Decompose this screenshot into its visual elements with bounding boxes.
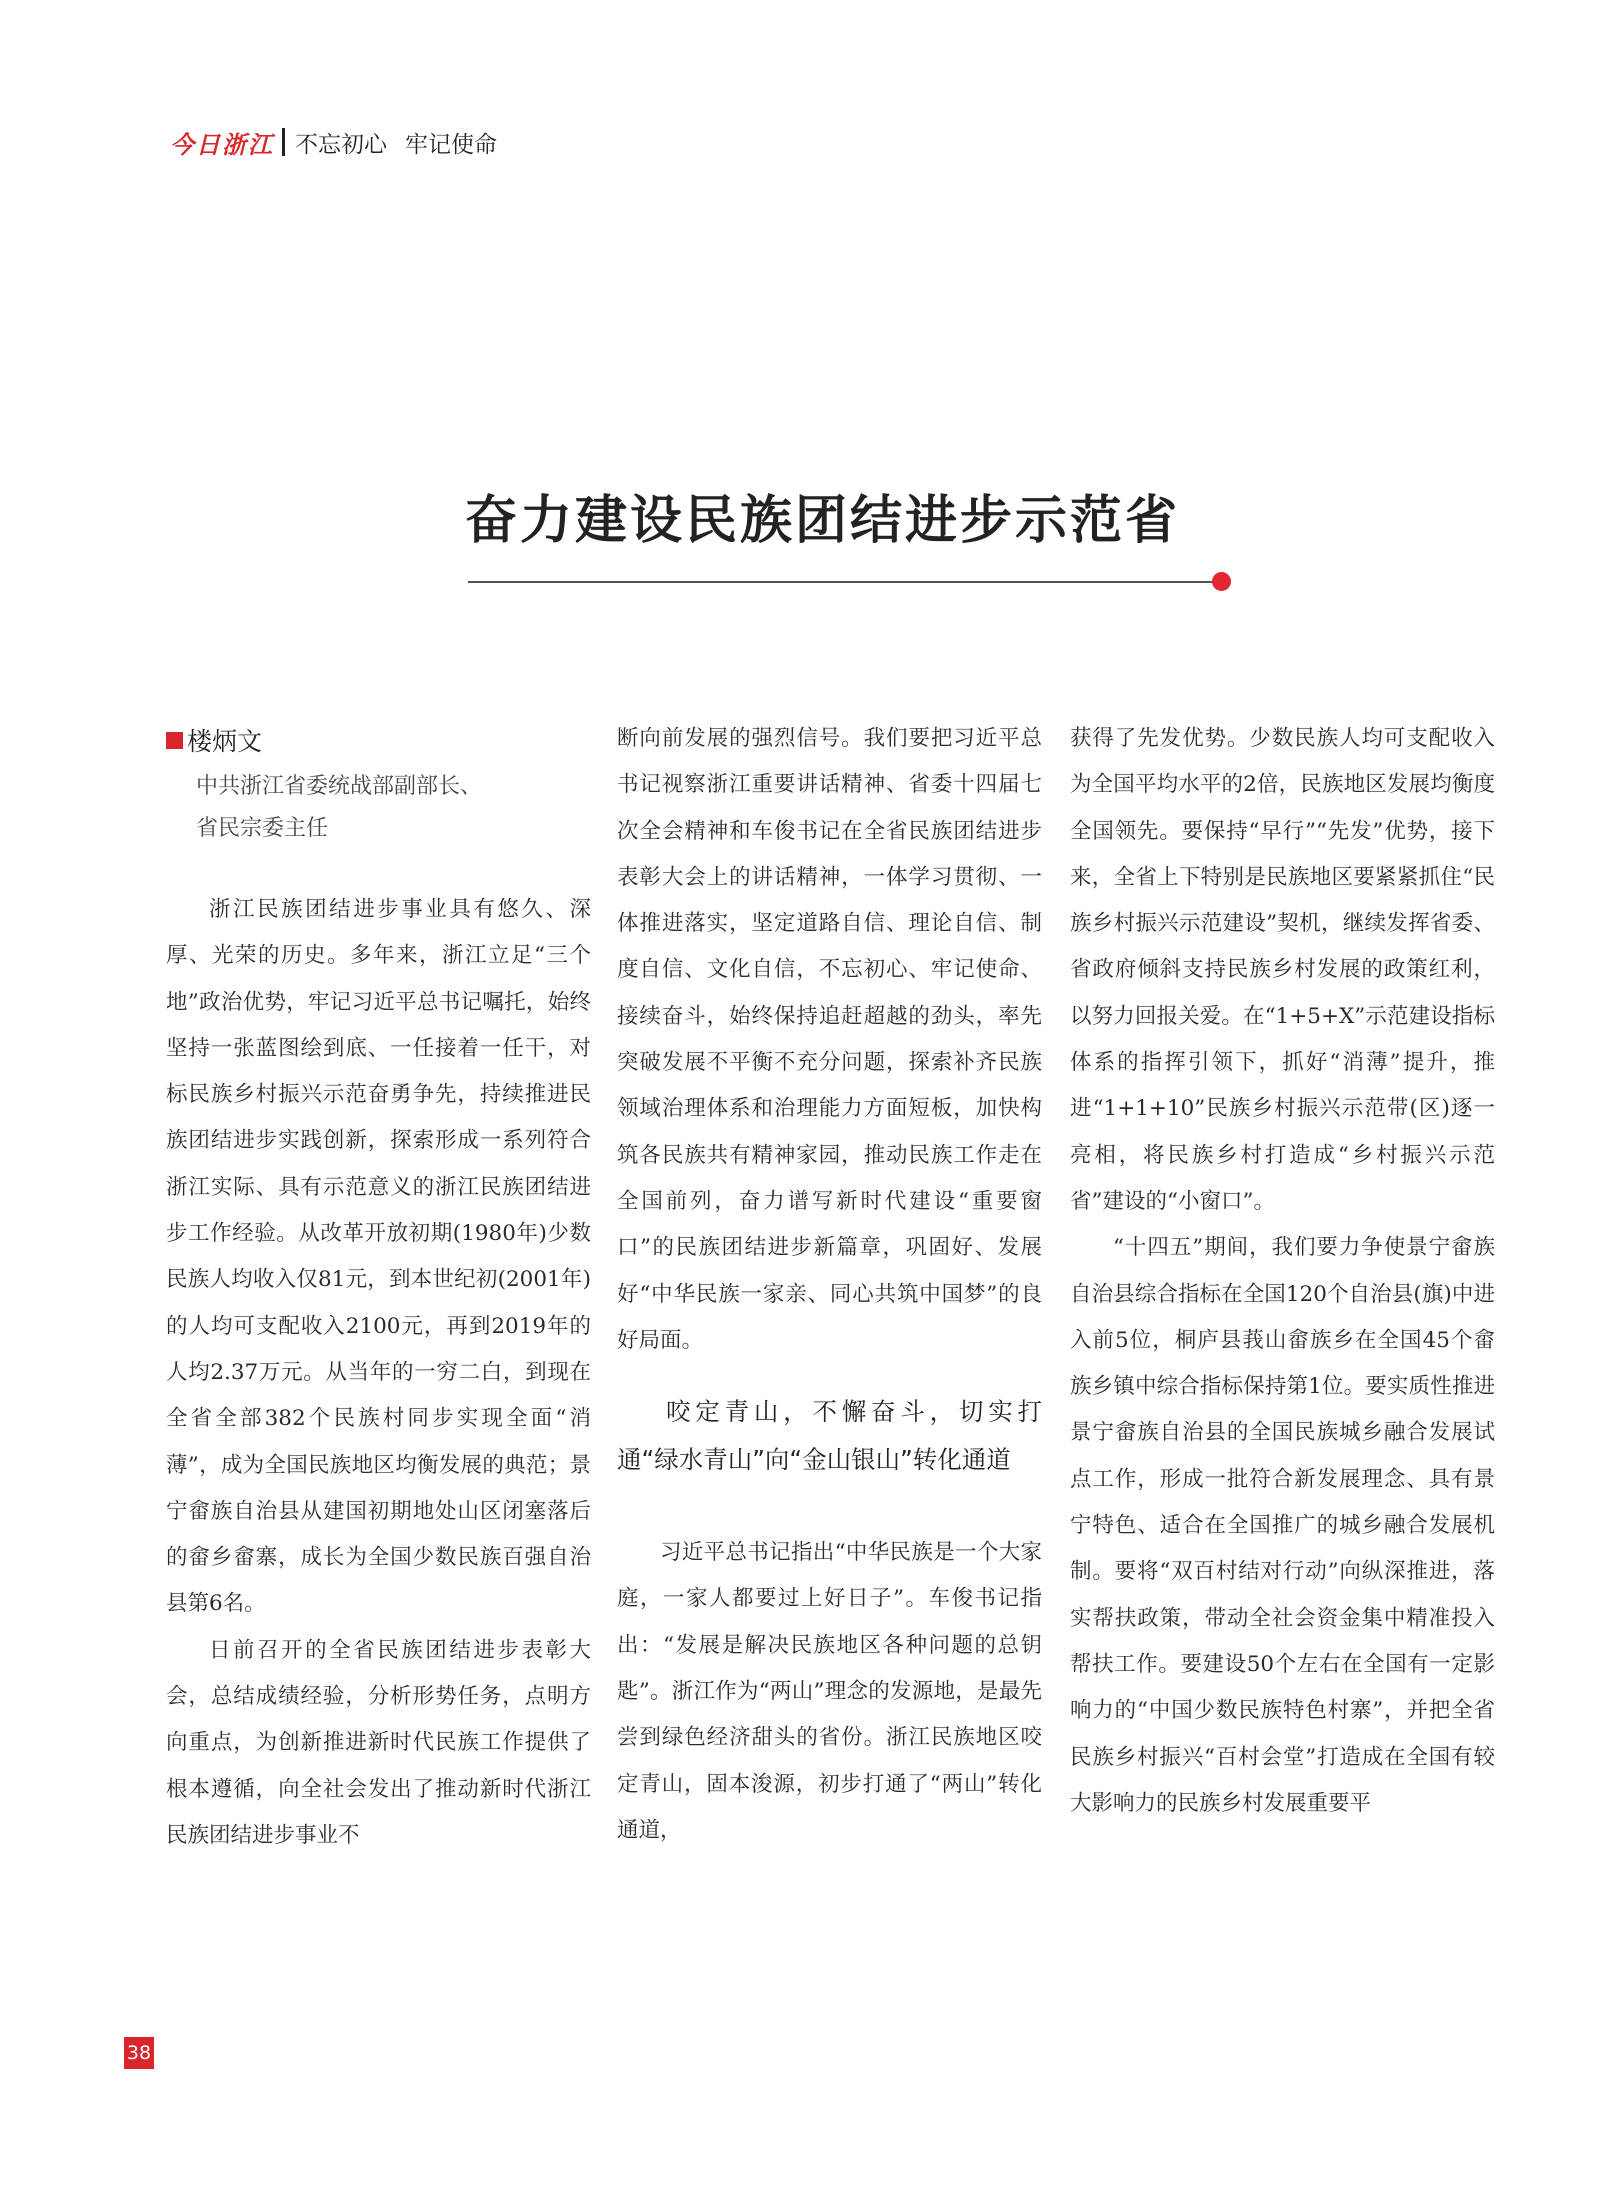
magazine-logo: 今日浙江 xyxy=(170,129,274,159)
slogan-part-2: 牢记使命 xyxy=(405,131,497,158)
title-dot-icon xyxy=(1212,572,1231,591)
column-3 xyxy=(1070,716,1495,1827)
author-position-line-1: 中共浙江省委统战部副部长、 xyxy=(196,774,483,799)
header-divider xyxy=(282,128,285,156)
page-number: 38 xyxy=(124,2037,154,2069)
author-name xyxy=(166,722,606,758)
section-subheading: 咬定青山，不懈奋斗，切实打通“绿水青山”向“金山银山”转化通道 xyxy=(617,1397,1042,1475)
column-2 xyxy=(617,716,1042,1854)
paragraph: 日前召开的全省民族团结进步表彰大会，总结成绩经验，分析形势任务，点明方向重点，为创新推进新时代民族工作提供了根本遵循，向全社会发出了推动新时代浙江民族团结进步事业不 xyxy=(166,1637,591,1848)
paragraph: 浙江民族团结进步事业具有悠久、深厚、光荣的历史。多年来，浙江立足“三个地”政治优势，牢记习近平总书记嘱托，始终坚持一张蓝图绘到底、一任接着一任干，对标民族乡村振兴示范奋勇争先，持续推进民族团结进步实践创新，探索形成一系列符合浙江实际、具有示范意义的浙江民族团结进步工作经验。从改革开放初期(1980年)少数民族人均收入仅81元，到本世纪初(2001年)的人均可支配收入2100元，再到2019年的人均2.37万元。从当年的一穷二白，到现在全省全部382个民族村同步实现全面“消薄”，成为全国民族地区均衡发展的典范；景宁畲族自治县从建国初期地处山区闭塞落后的畲乡畲寨，成长为全国少数民族百强自治县第6名。 xyxy=(166,897,591,1617)
paragraph-continued: 断向前发展的强烈信号。我们要把习近平总书记视察浙江重要讲话精神、省委十四届七次全会精神和车俊书记在全省民族团结进步表彰大会上的讲话精神，一体学习贯彻、一体推进落实，坚定道路自信、理论自信、制度自信、文化自信，不忘初心、牢记使命、接续奋斗，始终保持追赶超越的劲头，率先突破发展不平衡不充分问题，探索补齐民族领域治理体系和治理能力方面短板，加快构筑各民族共有精神家园，推动民族工作走在全国前列，奋力谱写新时代建设“重要窗口”的民族团结进步新篇章，巩固好、发展好“中华民族一家亲、同心共筑中国梦”的良好局面。 xyxy=(617,726,1042,1353)
author-block xyxy=(166,722,606,850)
author-position xyxy=(166,766,606,850)
column-1 xyxy=(166,887,591,1859)
paragraph: “十四五”期间，我们要力争使景宁畲族自治县综合指标在全国120个自治县(旗)中进入前5位，桐庐县莪山畲族乡在全国45个畲族乡镇中综合指标保持第1位。要实质性推进景宁畲族自治县的全国民族城乡融合发展试点工作，形成一批符合新发展理念、具有景宁特色、适合在全国推广的城乡融合发展机制。要将“双百村结对行动”向纵深推进，落实帮扶政策，带动全社会资金集中精准投入帮扶工作。要建设50个左右在全国有一定影响力的“中国少数民族特色村寨”，并把全省民族乡村振兴“百村会堂”打造成在全国有较大影响力的民族乡村发展重要平 xyxy=(1070,1235,1495,1816)
title-underline xyxy=(468,581,1218,583)
paragraph: 习近平总书记指出“中华民族是一个大家庭，一家人都要过上好日子”。车俊书记指出：“发展是解决民族地区各种问题的总钥匙”。浙江作为“两山”理念的发源地，是最先尝到绿色经济甜头的省份。浙江民族地区咬定青山，固本浚源，初步打通了“两山”转化通道， xyxy=(617,1540,1042,1843)
paragraph-continued: 获得了先发优势。少数民族人均可支配收入为全国平均水平的2倍，民族地区发展均衡度全国领先。要保持“早行”“先发”优势，接下来，全省上下特别是民族地区要紧紧抓住“民族乡村振兴示范建设”契机，继续发挥省委、省政府倾斜支持民族乡村发展的政策红利，以努力回报关爱。在“1+5+X”示范建设指标体系的指挥引领下，抓好“消薄”提升，推进“1+1+10”民族乡村振兴示范带(区)逐一亮相，将民族乡村打造成“乡村振兴示范省”建设的“小窗口”。 xyxy=(1070,726,1495,1214)
article-title: 奋力建设民族团结进步示范省 xyxy=(465,490,1181,551)
header-slogan xyxy=(295,126,497,159)
author-name-text: 楼炳文 xyxy=(187,727,263,756)
slogan-part-1: 不忘初心 xyxy=(295,131,387,158)
magazine-header xyxy=(170,124,497,160)
red-square-icon xyxy=(166,732,183,749)
author-position-line-2: 省民宗委主任 xyxy=(196,816,329,841)
